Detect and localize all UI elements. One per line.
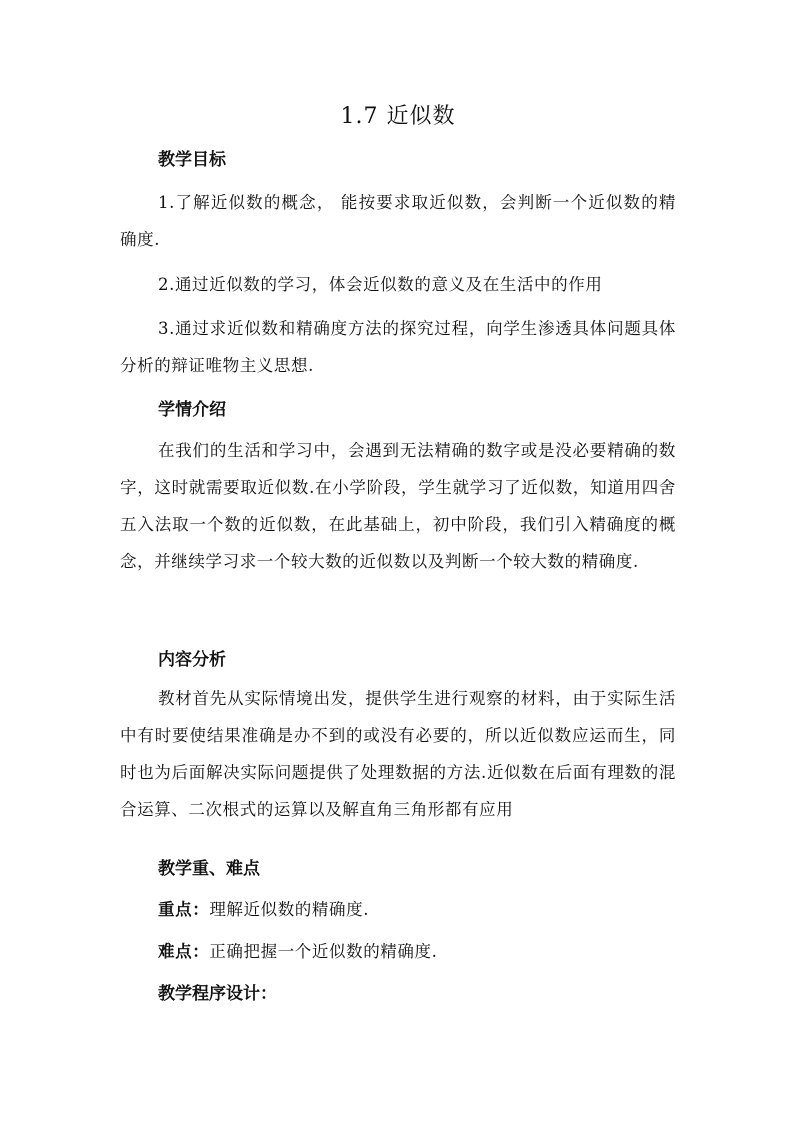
key-point-line [158,898,369,922]
objective-item-2: 2.通过近似数的学习，体会近似数的意义及在生活中的作用 [158,275,603,294]
heading-content: 内容分析 [158,650,226,670]
content-paragraph: 教材首先从实际情境出发，提供学生进行观察的材料，由于实际生活中有时要使结果准确是办不到的或没有必要的，所以近似数应运而生，同时也为后面解决实际问题提供了处理数据的方法.近似数在后面有理数的混合运算、二次根式的运算以及解直角三角形都有应用 [120,689,676,819]
heading-keypoints: 教学重、难点 [158,859,260,879]
heading-objectives: 教学目标 [158,150,226,170]
situation-paragraph: 在我们的生活和学习中，会遇到无法精确的数字或是没必要精确的数字，这时就需要取近似数.在小学阶段，学生就学习了近似数，知道用四舍五入法取一个数的近似数，在此基础上，初中阶段，我们引入精确度的概念，并继续学习求一个较大数的近似数以及判断一个较大数的精确度. [120,441,676,571]
heading-procedure: 教学程序设计： [158,984,277,1004]
heading-situation: 学情介绍 [158,400,226,420]
objective-item-3: 3.通过求近似数和精确度方法的探究过程，向学生渗透具体问题具体分析的辩证唯物主义思想. [120,319,676,375]
objective-item-1: 1.了解近似数的概念， 能按要求取近似数，会判断一个近似数的精确度. [120,193,676,249]
difficulty-label: 难点： [158,942,210,961]
key-point-label: 重点： [158,900,210,919]
difficulty-text: 正确把握一个近似数的精确度. [209,942,438,961]
key-point-text: 理解近似数的精确度. [209,900,370,919]
page-title: 1.7 近似数 [340,104,456,129]
difficulty-line [158,940,437,964]
